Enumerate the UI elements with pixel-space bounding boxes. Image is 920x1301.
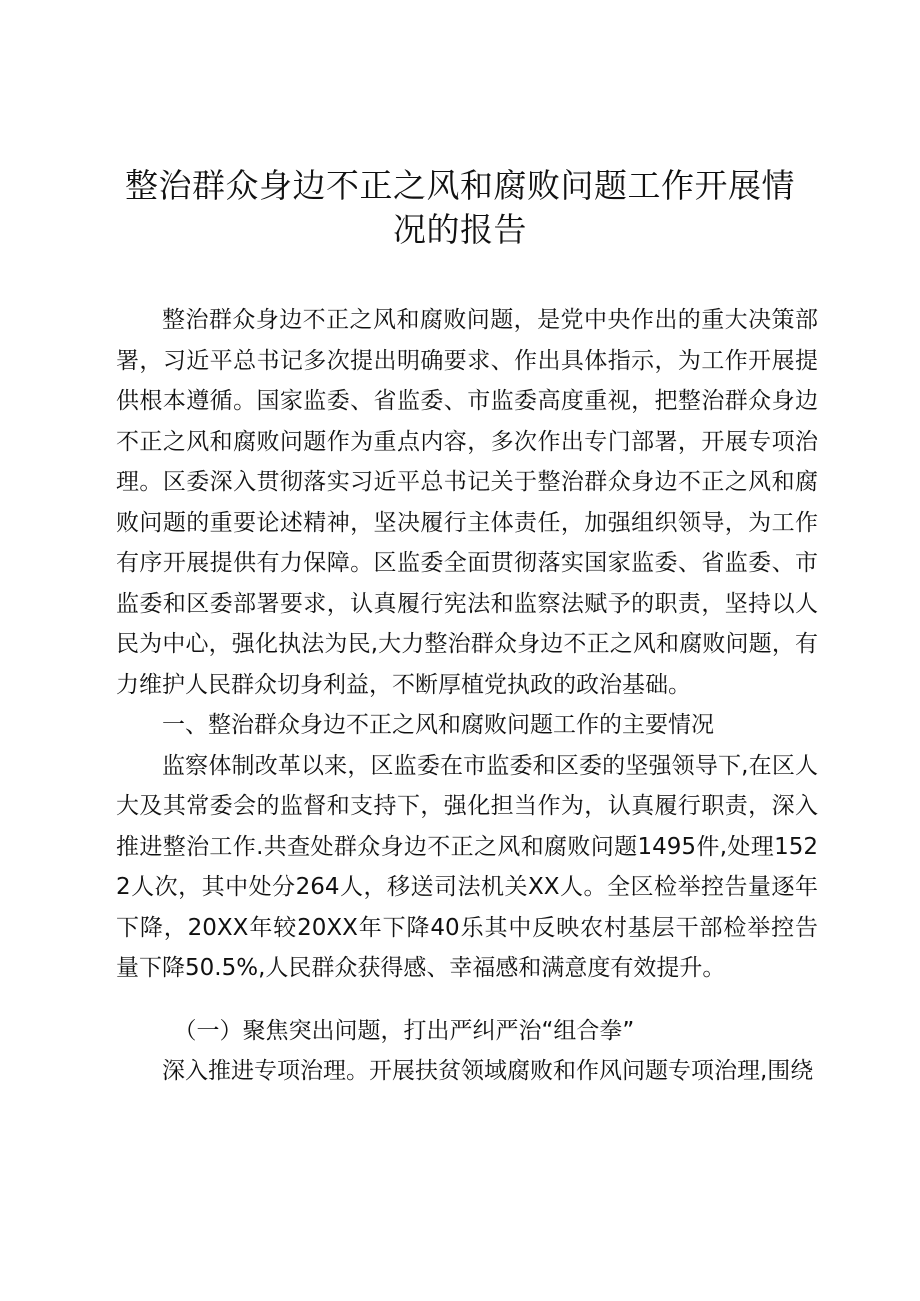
section-1-paragraph: 监察体制改革以来，区监委在市监委和区委的坚强领导下,在区人大及其常委会的监督和支持下，强化担当作为，认真履行职责，深入推进整治工作.共查处群众身边不正之风和腐败问题1495件,处理1522人次，其中处分264人，移送司法机关XX人。全区检举控告量逐年下降，20XX年较20XX年下降40乐其中反映农村基层干部检举控告量下降50.5%,人民群众获得感、幸福感和满意度有效提升。	[116, 752, 818, 981]
subsection-1-heading: （一）聚焦突出问题，打出严纠严治“组合拳”	[173, 1017, 635, 1044]
document-body	[116, 300, 818, 1092]
subsection-1-paragraph: 深入推进专项治理。开展扶贫领域腐败和作风问题专项治理,围绕	[162, 1058, 814, 1084]
document-title: 整治群众身边不正之风和腐败问题工作开展情况的报告	[125, 166, 795, 249]
intro-paragraph: 整治群众身边不正之风和腐败问题，是党中央作出的重大决策部署，习近平总书记多次提出明确要求、作出具体指示，为工作开展提供根本遵循。国家监委、省监委、市监委高度重视，把整治群众身边不正之风和腐败问题作为重点内容，多次作出专门部署，开展专项治理。区委深入贯彻落实习近平总书记关于整治群众身边不正之风和腐败问题的重要论述精神，坚决履行主体责任，加强组织领导，为工作有序开展提供有力保障。区监委全面贯彻落实国家监委、省监委、市监委和区委部署要求，认真履行宪法和监察法赋予的职责，坚持以人民为中心，强化执法为民,大力整治群众身边不正之风和腐败问题，有力维护人民群众切身利益，不断厚植党执政的政治基础。	[116, 307, 818, 698]
section-1-heading: 一、整治群众身边不正之风和腐败问题工作的主要情况	[162, 712, 714, 738]
